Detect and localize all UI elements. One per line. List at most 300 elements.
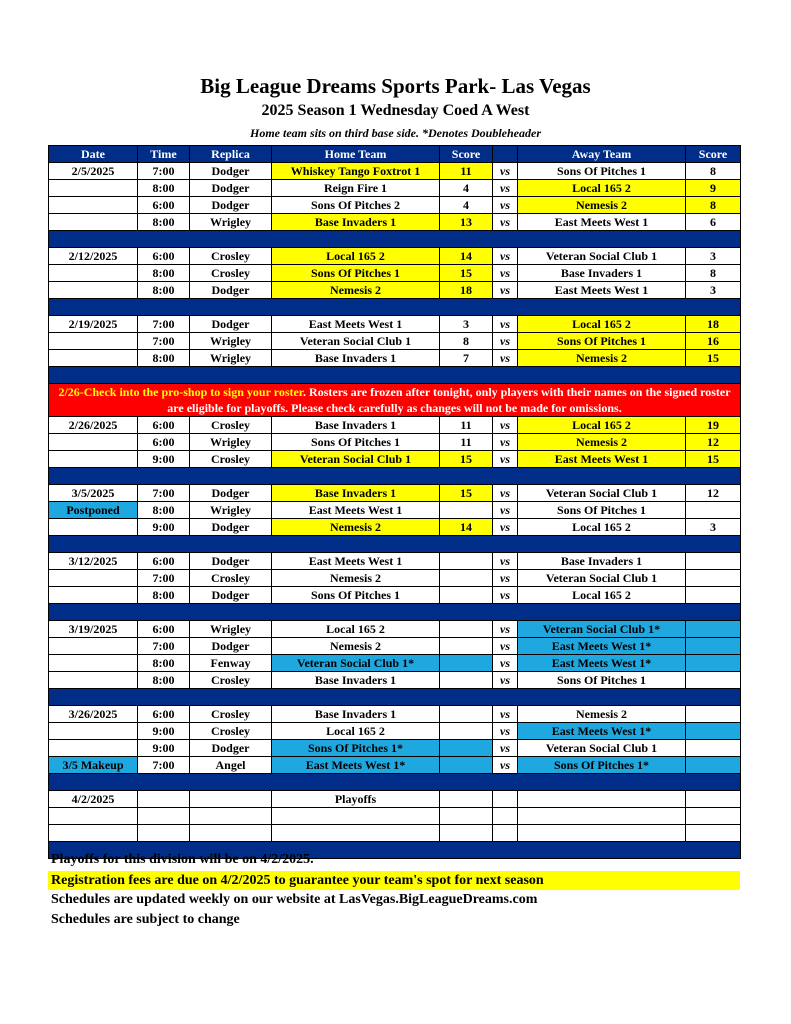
field-replica: Wrigley <box>190 333 272 350</box>
home-team: Veteran Social Club 1 <box>272 451 440 468</box>
game-row <box>49 451 741 468</box>
away-team: East Meets West 1 <box>518 282 686 299</box>
away-score: 6 <box>686 214 741 231</box>
vs-label: vs <box>493 350 518 367</box>
vs-label: vs <box>493 214 518 231</box>
game-row <box>49 587 741 604</box>
game-time: 7:00 <box>138 757 190 774</box>
game-time: 9:00 <box>138 519 190 536</box>
game-row <box>49 553 741 570</box>
away-score <box>686 808 741 825</box>
home-score <box>440 808 493 825</box>
field-replica: Crosley <box>190 265 272 282</box>
away-score: 18 <box>686 316 741 333</box>
field-replica: Angel <box>190 757 272 774</box>
game-row <box>49 757 741 774</box>
game-date <box>49 451 138 468</box>
home-team: East Meets West 1 <box>272 502 440 519</box>
away-score <box>686 587 741 604</box>
game-row <box>49 265 741 282</box>
game-row <box>49 282 741 299</box>
game-time: 9:00 <box>138 451 190 468</box>
vs-label: vs <box>493 621 518 638</box>
home-score <box>440 740 493 757</box>
home-team: Veteran Social Club 1* <box>272 655 440 672</box>
away-score <box>686 502 741 519</box>
away-team: Nemesis 2 <box>518 197 686 214</box>
home-score <box>440 570 493 587</box>
col-replica: Replica <box>190 146 272 163</box>
home-score <box>440 655 493 672</box>
away-score: 9 <box>686 180 741 197</box>
field-replica: Dodger <box>190 282 272 299</box>
game-date: 4/2/2025 <box>49 791 138 808</box>
field-replica: Dodger <box>190 553 272 570</box>
away-team: Nemesis 2 <box>518 434 686 451</box>
vs-label <box>493 791 518 808</box>
separator-bar <box>49 689 741 706</box>
field-replica: Crosley <box>190 706 272 723</box>
game-date: 3/12/2025 <box>49 553 138 570</box>
vs-label: vs <box>493 587 518 604</box>
home-score: 8 <box>440 333 493 350</box>
away-team: Sons Of Pitches 1 <box>518 672 686 689</box>
game-date <box>49 570 138 587</box>
home-score: 11 <box>440 434 493 451</box>
game-date <box>49 740 138 757</box>
field-replica: Wrigley <box>190 214 272 231</box>
home-team: Base Invaders 1 <box>272 485 440 502</box>
away-team: Sons Of Pitches 1 <box>518 163 686 180</box>
game-time: 6:00 <box>138 248 190 265</box>
footer-disclaimer: Schedules are subject to change <box>51 912 240 927</box>
game-time: 6:00 <box>138 434 190 451</box>
separator-bar <box>49 468 741 485</box>
section-separator <box>49 689 741 706</box>
game-time: 8:00 <box>138 214 190 231</box>
roster-notice-text <box>49 384 741 417</box>
game-date <box>49 350 138 367</box>
game-time: 7:00 <box>138 570 190 587</box>
away-team: Local 165 2 <box>518 180 686 197</box>
away-team: Veteran Social Club 1 <box>518 570 686 587</box>
vs-label: vs <box>493 451 518 468</box>
game-date: 3/26/2025 <box>49 706 138 723</box>
section-separator <box>49 468 741 485</box>
game-row <box>49 672 741 689</box>
section-separator <box>49 604 741 621</box>
vs-label: vs <box>493 316 518 333</box>
away-score <box>686 570 741 587</box>
away-score <box>686 723 741 740</box>
home-team <box>272 808 440 825</box>
home-score: 11 <box>440 417 493 434</box>
col-date: Date <box>49 146 138 163</box>
game-row <box>49 570 741 587</box>
away-team: Sons Of Pitches 1 <box>518 502 686 519</box>
separator-bar <box>49 604 741 621</box>
vs-label: vs <box>493 655 518 672</box>
game-time: 8:00 <box>138 655 190 672</box>
table-header-row <box>49 146 741 163</box>
away-score: 19 <box>686 417 741 434</box>
away-team: Local 165 2 <box>518 316 686 333</box>
away-score: 15 <box>686 451 741 468</box>
game-time: 6:00 <box>138 197 190 214</box>
away-score: 15 <box>686 350 741 367</box>
game-date <box>49 519 138 536</box>
separator-bar <box>49 299 741 316</box>
field-replica: Crosley <box>190 451 272 468</box>
home-team: Local 165 2 <box>272 723 440 740</box>
home-score: 13 <box>440 214 493 231</box>
schedule-note: Home team sits on third base side. *Denotes Doubleheader <box>250 126 541 140</box>
home-team: Sons Of Pitches 1 <box>272 265 440 282</box>
field-replica: Crosley <box>190 417 272 434</box>
game-date <box>49 672 138 689</box>
away-score <box>686 791 741 808</box>
home-score: 7 <box>440 350 493 367</box>
game-date: 2/12/2025 <box>49 248 138 265</box>
vs-label: vs <box>493 163 518 180</box>
game-row <box>49 791 741 808</box>
game-row <box>49 417 741 434</box>
field-replica: Dodger <box>190 197 272 214</box>
separator-bar <box>49 774 741 791</box>
away-score <box>686 621 741 638</box>
home-score <box>440 621 493 638</box>
field-replica: Dodger <box>190 180 272 197</box>
game-row <box>49 180 741 197</box>
field-replica: Dodger <box>190 638 272 655</box>
home-team: Base Invaders 1 <box>272 672 440 689</box>
game-time: 7:00 <box>138 333 190 350</box>
game-date: 2/5/2025 <box>49 163 138 180</box>
game-row <box>49 316 741 333</box>
game-date: 3/5/2025 <box>49 485 138 502</box>
col-home-score: Score <box>440 146 493 163</box>
section-separator <box>49 536 741 553</box>
vs-label: vs <box>493 638 518 655</box>
col-away-score: Score <box>686 146 741 163</box>
game-row <box>49 621 741 638</box>
away-team: Sons Of Pitches 1 <box>518 333 686 350</box>
vs-label: vs <box>493 757 518 774</box>
game-date <box>49 825 138 842</box>
game-row <box>49 197 741 214</box>
away-score <box>686 672 741 689</box>
home-team: Nemesis 2 <box>272 570 440 587</box>
game-time: 8:00 <box>138 350 190 367</box>
vs-label: vs <box>493 197 518 214</box>
vs-label <box>493 825 518 842</box>
home-score <box>440 723 493 740</box>
home-score: 15 <box>440 485 493 502</box>
away-team: Base Invaders 1 <box>518 553 686 570</box>
game-row <box>49 163 741 180</box>
away-score: 12 <box>686 434 741 451</box>
vs-label: vs <box>493 485 518 502</box>
home-team: Nemesis 2 <box>272 519 440 536</box>
home-team <box>272 825 440 842</box>
home-score: 15 <box>440 451 493 468</box>
away-team <box>518 808 686 825</box>
game-time <box>138 808 190 825</box>
home-team: Sons Of Pitches 1* <box>272 740 440 757</box>
vs-label: vs <box>493 706 518 723</box>
away-team: East Meets West 1* <box>518 723 686 740</box>
game-row <box>49 214 741 231</box>
game-row <box>49 333 741 350</box>
game-row <box>49 434 741 451</box>
away-team <box>518 791 686 808</box>
game-row <box>49 502 741 519</box>
game-time: 7:00 <box>138 163 190 180</box>
away-team: Veteran Social Club 1* <box>518 621 686 638</box>
page-subtitle: 2025 Season 1 Wednesday Coed A West <box>261 102 530 119</box>
home-score: 15 <box>440 265 493 282</box>
away-team: Veteran Social Club 1 <box>518 740 686 757</box>
home-team: Reign Fire 1 <box>272 180 440 197</box>
away-team: Sons Of Pitches 1* <box>518 757 686 774</box>
away-team: Local 165 2 <box>518 417 686 434</box>
away-team: Veteran Social Club 1 <box>518 485 686 502</box>
game-date <box>49 214 138 231</box>
field-replica <box>190 791 272 808</box>
away-score <box>686 655 741 672</box>
field-replica: Dodger <box>190 485 272 502</box>
vs-label: vs <box>493 740 518 757</box>
home-team: Sons Of Pitches 1 <box>272 587 440 604</box>
game-row <box>49 655 741 672</box>
game-time <box>138 825 190 842</box>
away-team: East Meets West 1 <box>518 214 686 231</box>
field-replica: Crosley <box>190 570 272 587</box>
game-time: 7:00 <box>138 485 190 502</box>
game-time: 7:00 <box>138 316 190 333</box>
separator-bar <box>49 536 741 553</box>
away-team: East Meets West 1* <box>518 655 686 672</box>
home-score: 18 <box>440 282 493 299</box>
home-team: East Meets West 1 <box>272 553 440 570</box>
footer-registration: Registration fees are due on 4/2/2025 to guarantee your team's spot for next season <box>48 871 740 890</box>
game-row <box>49 706 741 723</box>
game-date: 3/19/2025 <box>49 621 138 638</box>
home-team: Base Invaders 1 <box>272 214 440 231</box>
game-date: 2/26/2025 <box>49 417 138 434</box>
home-team: East Meets West 1* <box>272 757 440 774</box>
home-score <box>440 672 493 689</box>
field-replica: Dodger <box>190 587 272 604</box>
away-score: 12 <box>686 485 741 502</box>
home-team: Base Invaders 1 <box>272 350 440 367</box>
away-score <box>686 757 741 774</box>
vs-label: vs <box>493 672 518 689</box>
game-time <box>138 791 190 808</box>
away-team: Nemesis 2 <box>518 350 686 367</box>
away-score: 8 <box>686 163 741 180</box>
away-score: 8 <box>686 197 741 214</box>
separator-bar <box>49 367 741 384</box>
game-date <box>49 333 138 350</box>
away-team: Base Invaders 1 <box>518 265 686 282</box>
away-score: 3 <box>686 248 741 265</box>
away-team: Local 165 2 <box>518 587 686 604</box>
field-replica: Crosley <box>190 248 272 265</box>
game-date <box>49 638 138 655</box>
vs-label: vs <box>493 282 518 299</box>
away-score: 3 <box>686 282 741 299</box>
game-time: 8:00 <box>138 502 190 519</box>
game-time: 6:00 <box>138 706 190 723</box>
home-score: 14 <box>440 248 493 265</box>
game-time: 6:00 <box>138 621 190 638</box>
game-time: 9:00 <box>138 723 190 740</box>
game-time: 8:00 <box>138 672 190 689</box>
away-score <box>686 706 741 723</box>
game-date <box>49 723 138 740</box>
game-time: 7:00 <box>138 638 190 655</box>
away-team: Nemesis 2 <box>518 706 686 723</box>
home-team: Base Invaders 1 <box>272 417 440 434</box>
home-score: 4 <box>440 180 493 197</box>
home-team: Whiskey Tango Foxtrot 1 <box>272 163 440 180</box>
field-replica: Dodger <box>190 163 272 180</box>
field-replica: Crosley <box>190 723 272 740</box>
away-score <box>686 825 741 842</box>
away-score: 3 <box>686 519 741 536</box>
game-date <box>49 587 138 604</box>
game-row <box>49 825 741 842</box>
game-row <box>49 638 741 655</box>
home-score: 4 <box>440 197 493 214</box>
home-score <box>440 706 493 723</box>
game-time: 9:00 <box>138 740 190 757</box>
field-replica: Fenway <box>190 655 272 672</box>
home-score: 3 <box>440 316 493 333</box>
away-score <box>686 638 741 655</box>
game-time: 6:00 <box>138 417 190 434</box>
game-date <box>49 265 138 282</box>
vs-label: vs <box>493 180 518 197</box>
game-date: Postponed <box>49 502 138 519</box>
home-team: Playoffs <box>272 791 440 808</box>
field-replica: Wrigley <box>190 621 272 638</box>
col-vs <box>493 146 518 163</box>
game-date <box>49 434 138 451</box>
col-away-team: Away Team <box>518 146 686 163</box>
vs-label: vs <box>493 265 518 282</box>
field-replica: Dodger <box>190 740 272 757</box>
roster-notice <box>49 384 741 417</box>
section-separator <box>49 774 741 791</box>
away-team <box>518 825 686 842</box>
game-date <box>49 282 138 299</box>
field-replica: Wrigley <box>190 350 272 367</box>
schedule-body <box>49 163 741 859</box>
game-date: 3/5 Makeup <box>49 757 138 774</box>
away-score: 8 <box>686 265 741 282</box>
away-score: 16 <box>686 333 741 350</box>
notice-body: . Rosters are frozen after tonight, only players with their names on the signed roster are eligible for playoffs. Please check carefully as changes will not be made for omissions. <box>167 385 731 415</box>
home-team: Base Invaders 1 <box>272 706 440 723</box>
home-team: Nemesis 2 <box>272 638 440 655</box>
home-score <box>440 757 493 774</box>
home-score: 14 <box>440 519 493 536</box>
home-team: East Meets West 1 <box>272 316 440 333</box>
away-team: Veteran Social Club 1 <box>518 248 686 265</box>
home-team: Sons Of Pitches 2 <box>272 197 440 214</box>
vs-label <box>493 808 518 825</box>
game-date <box>49 197 138 214</box>
home-score <box>440 825 493 842</box>
game-date <box>49 655 138 672</box>
page-title: Big League Dreams Sports Park- Las Vegas <box>200 74 591 98</box>
section-separator <box>49 299 741 316</box>
game-time: 6:00 <box>138 553 190 570</box>
away-score <box>686 740 741 757</box>
away-team: East Meets West 1* <box>518 638 686 655</box>
game-date <box>49 180 138 197</box>
game-date <box>49 808 138 825</box>
game-row <box>49 519 741 536</box>
game-row <box>49 248 741 265</box>
away-team: Local 165 2 <box>518 519 686 536</box>
vs-label: vs <box>493 570 518 587</box>
vs-label: vs <box>493 519 518 536</box>
home-score <box>440 638 493 655</box>
separator-bar <box>49 231 741 248</box>
game-row <box>49 740 741 757</box>
home-score <box>440 587 493 604</box>
field-replica: Dodger <box>190 316 272 333</box>
game-time: 8:00 <box>138 587 190 604</box>
game-time: 8:00 <box>138 265 190 282</box>
vs-label: vs <box>493 417 518 434</box>
game-row <box>49 723 741 740</box>
field-replica: Wrigley <box>190 502 272 519</box>
game-row <box>49 350 741 367</box>
away-score <box>686 553 741 570</box>
vs-label: vs <box>493 502 518 519</box>
home-score <box>440 791 493 808</box>
section-separator <box>49 367 741 384</box>
home-team: Local 165 2 <box>272 248 440 265</box>
away-team: East Meets West 1 <box>518 451 686 468</box>
home-team: Sons Of Pitches 1 <box>272 434 440 451</box>
col-time: Time <box>138 146 190 163</box>
home-team: Veteran Social Club 1 <box>272 333 440 350</box>
field-replica <box>190 825 272 842</box>
field-replica: Dodger <box>190 519 272 536</box>
home-score: 11 <box>440 163 493 180</box>
home-score <box>440 553 493 570</box>
vs-label: vs <box>493 723 518 740</box>
schedule-table <box>48 145 741 859</box>
section-separator <box>49 231 741 248</box>
field-replica: Crosley <box>190 672 272 689</box>
field-replica: Wrigley <box>190 434 272 451</box>
game-time: 8:00 <box>138 180 190 197</box>
game-row <box>49 485 741 502</box>
home-score <box>440 502 493 519</box>
col-home-team: Home Team <box>272 146 440 163</box>
home-team: Local 165 2 <box>272 621 440 638</box>
footer-website: Schedules are updated weekly on our website at LasVegas.BigLeagueDreams.com <box>51 892 538 907</box>
home-team: Nemesis 2 <box>272 282 440 299</box>
game-time: 8:00 <box>138 282 190 299</box>
game-date: 2/19/2025 <box>49 316 138 333</box>
